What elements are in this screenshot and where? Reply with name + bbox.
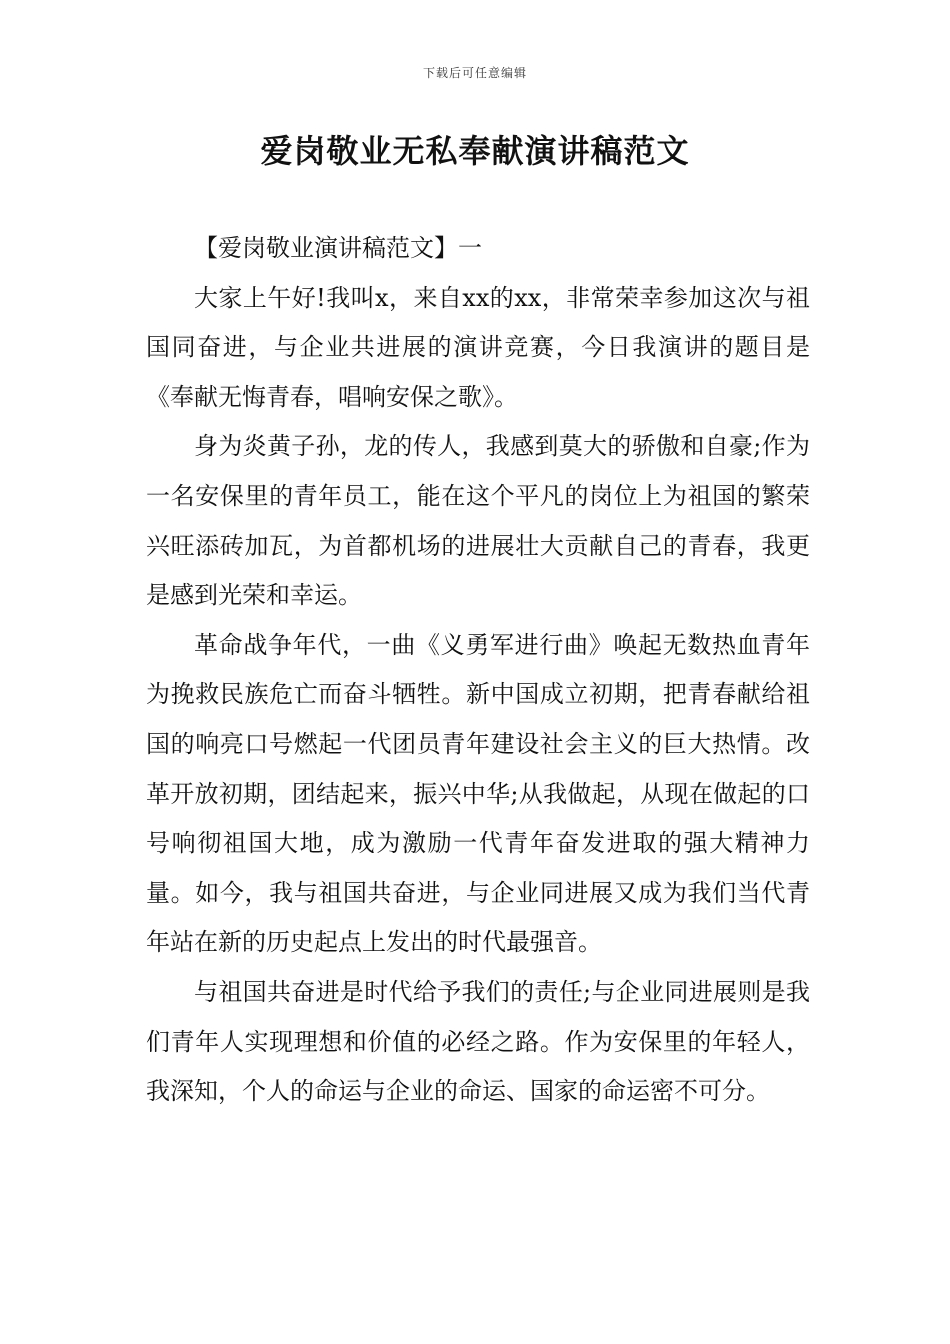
paragraph-3: 革命战争年代，一曲《义勇军进行曲》唤起无数热血青年为挽救民族危亡而奋斗牺牲。新中国成立初期，把青春献给祖国的响亮口号燃起一代团员青年建设社会主义的巨大热情。改革开放初期，团结起来，振兴中华;从我做起，从现在做起的口号响彻祖国大地，成为激励一代青年奋发进取的强大精神力量。如今，我与祖国共奋进，与企业同进展又成为我们当代青年站在新的历史起点上发出的时代最强音。 <box>146 630 810 957</box>
section-heading: 【爱岗敬业演讲稿范文】一 <box>194 234 482 262</box>
paragraph-2: 身为炎黄子孙，龙的传人，我感到莫大的骄傲和自豪;作为一名安保里的青年员工，能在这个平凡的岗位上为祖国的繁荣兴旺添砖加瓦，为首都机场的进展壮大贡献自己的青春，我更是感到光荣和幸运。 <box>146 432 810 610</box>
document-title: 爱岗敬业无私奉献演讲稿范文 <box>260 132 690 170</box>
document-body <box>146 224 810 1117</box>
header-note: 下载后可任意编辑 <box>422 66 527 80</box>
paragraph-1: 大家上午好!我叫x，来自xx的xx，非常荣幸参加这次与祖国同奋进，与企业共进展的演讲竞赛，今日我演讲的题目是《奉献无悔青春，唱响安保之歌》。 <box>146 283 810 411</box>
paragraph-4: 与祖国共奋进是时代给予我们的责任;与企业同进展则是我们青年人实现理想和价值的必经之路。作为安保里的年轻人，我深知，个人的命运与企业的命运、国家的命运密不可分。 <box>146 977 810 1106</box>
